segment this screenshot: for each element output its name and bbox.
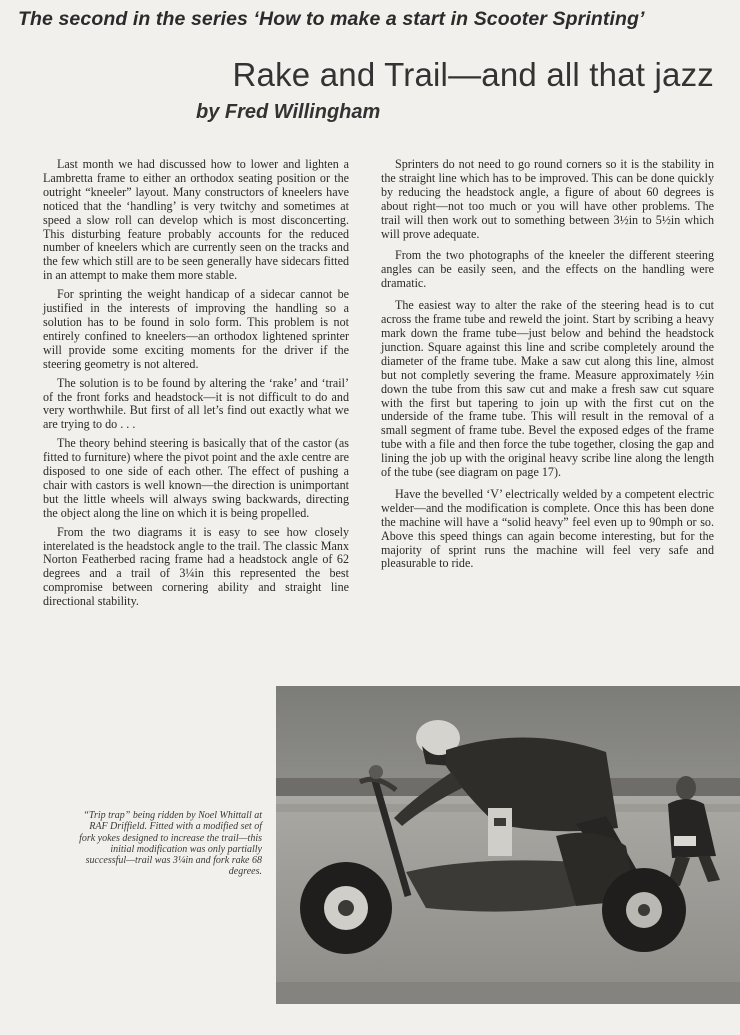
paragraph: The theory behind steering is basically that of the castor (as fitted to furniture) where the pivot point and the axle centre are disposed to one side of each other. The effect of pushing a chair with castors is well known—the direction is unimportant but the little wheels will always swing backwards, directing the object along the line on which it is being propelled. bbox=[43, 436, 349, 520]
author-byline: by Fred Willingham bbox=[196, 101, 381, 123]
paragraph: Last month we had discussed how to lower and lighten a Lambretta frame to either an orthodox seating position or the outright “kneeler” layout. Many constructors of kneelers have noticed that the ‘handling’ is very twitchy and sometimes at speed a slow roll can develop which is most disconcerting. This disturbing feature probably accounts for the reduced number of kneelers which are currently seen on the tracks and the few which still are to be seen generally have sidecars fitted in an attempt to make them more stable. bbox=[43, 157, 349, 283]
paragraph: The solution is to be found by altering the ‘rake’ and ‘trail’ of the front forks and headstock—it is not difficult to do and very worthwhile. But first of all let’s find out exactly what we are trying to do . . . bbox=[43, 375, 349, 432]
paragraph: Have the bevelled ‘V’ electrically welded by a competent electric welder—and the modification is complete. Once this has been done the machine will have a “solid heavy” feel even up to 90mph or so. Above this speed things can again become interesting, but for the majority of sprint runs the machine will feel very safe and pleasurable to ride. bbox=[381, 486, 714, 571]
paragraph: The easiest way to alter the rake of the steering head is to cut across the frame tube and reweld the joint. Start by scribing a heavy mark down the frame tube—just below and behind the headstock junction. Square against this line and scribe completely around the diameter of the frame tube. Make a saw cut along this line, almost but not completly severing the frame. Measure approximately ½in down the tube from this saw cut and make a fresh saw cut square with the first but tapering to join up with the first cut on the underside of the frame tube. This will result in the removal of a small segment of frame tube. Bevel the exposed edges of the frame tube with a file and then force the tube together, closing the gap and lining the job up with the original heavy scribe line along the length of the tube (see diagram on page 17). bbox=[381, 298, 714, 480]
series-strapline: The second in the series ‘How to make a start in Scooter Sprinting’ bbox=[18, 8, 645, 30]
article-title: Rake and Trail—and all that jazz bbox=[232, 56, 714, 93]
paragraph: Sprinters do not need to go round corners so it is the stability in the straight line which has to be improved. This can be done quickly by reducing the headstock angle, a figure of about 60 degrees is about right—not too much or you will have other problems. The trail will then work out to something between 3½in to 5½in which will prove adequate. bbox=[381, 157, 714, 241]
photo-caption: “Trip trap” being ridden by Noel Whittall at RAF Driffield. Fitted with a modified set of fork yokes designed to increase the trail—this initial modification was only partially successful—trail was 3¼in and fork rake 68 degrees. bbox=[79, 810, 262, 878]
scooter-rider-illustration bbox=[276, 686, 740, 1004]
article-column-left bbox=[43, 158, 349, 614]
scooter-sprint-photo bbox=[276, 686, 740, 1004]
article-column-right bbox=[381, 158, 714, 579]
paragraph: For sprinting the weight handicap of a sidecar cannot be justified in the interests of improving the handling so a solution has to be found in solo form. This problem is not entirely confined to kneelers—an orthodox lightened sprinter will provide some exciting moments for the driver if the steering geometry is not altered. bbox=[43, 287, 349, 371]
paragraph: From the two diagrams it is easy to see how closely interelated is the headstock angle to the trail. The classic Manx Norton Featherbed racing frame had a headstock angle of 62 degrees and a trail of 3¼in this represented the best compromise between cornering ability and straight line directional stability. bbox=[43, 524, 349, 609]
paragraph: From the two photographs of the kneeler the different steering angles can be easily seen, and the effects on the handling were dramatic. bbox=[381, 248, 714, 291]
